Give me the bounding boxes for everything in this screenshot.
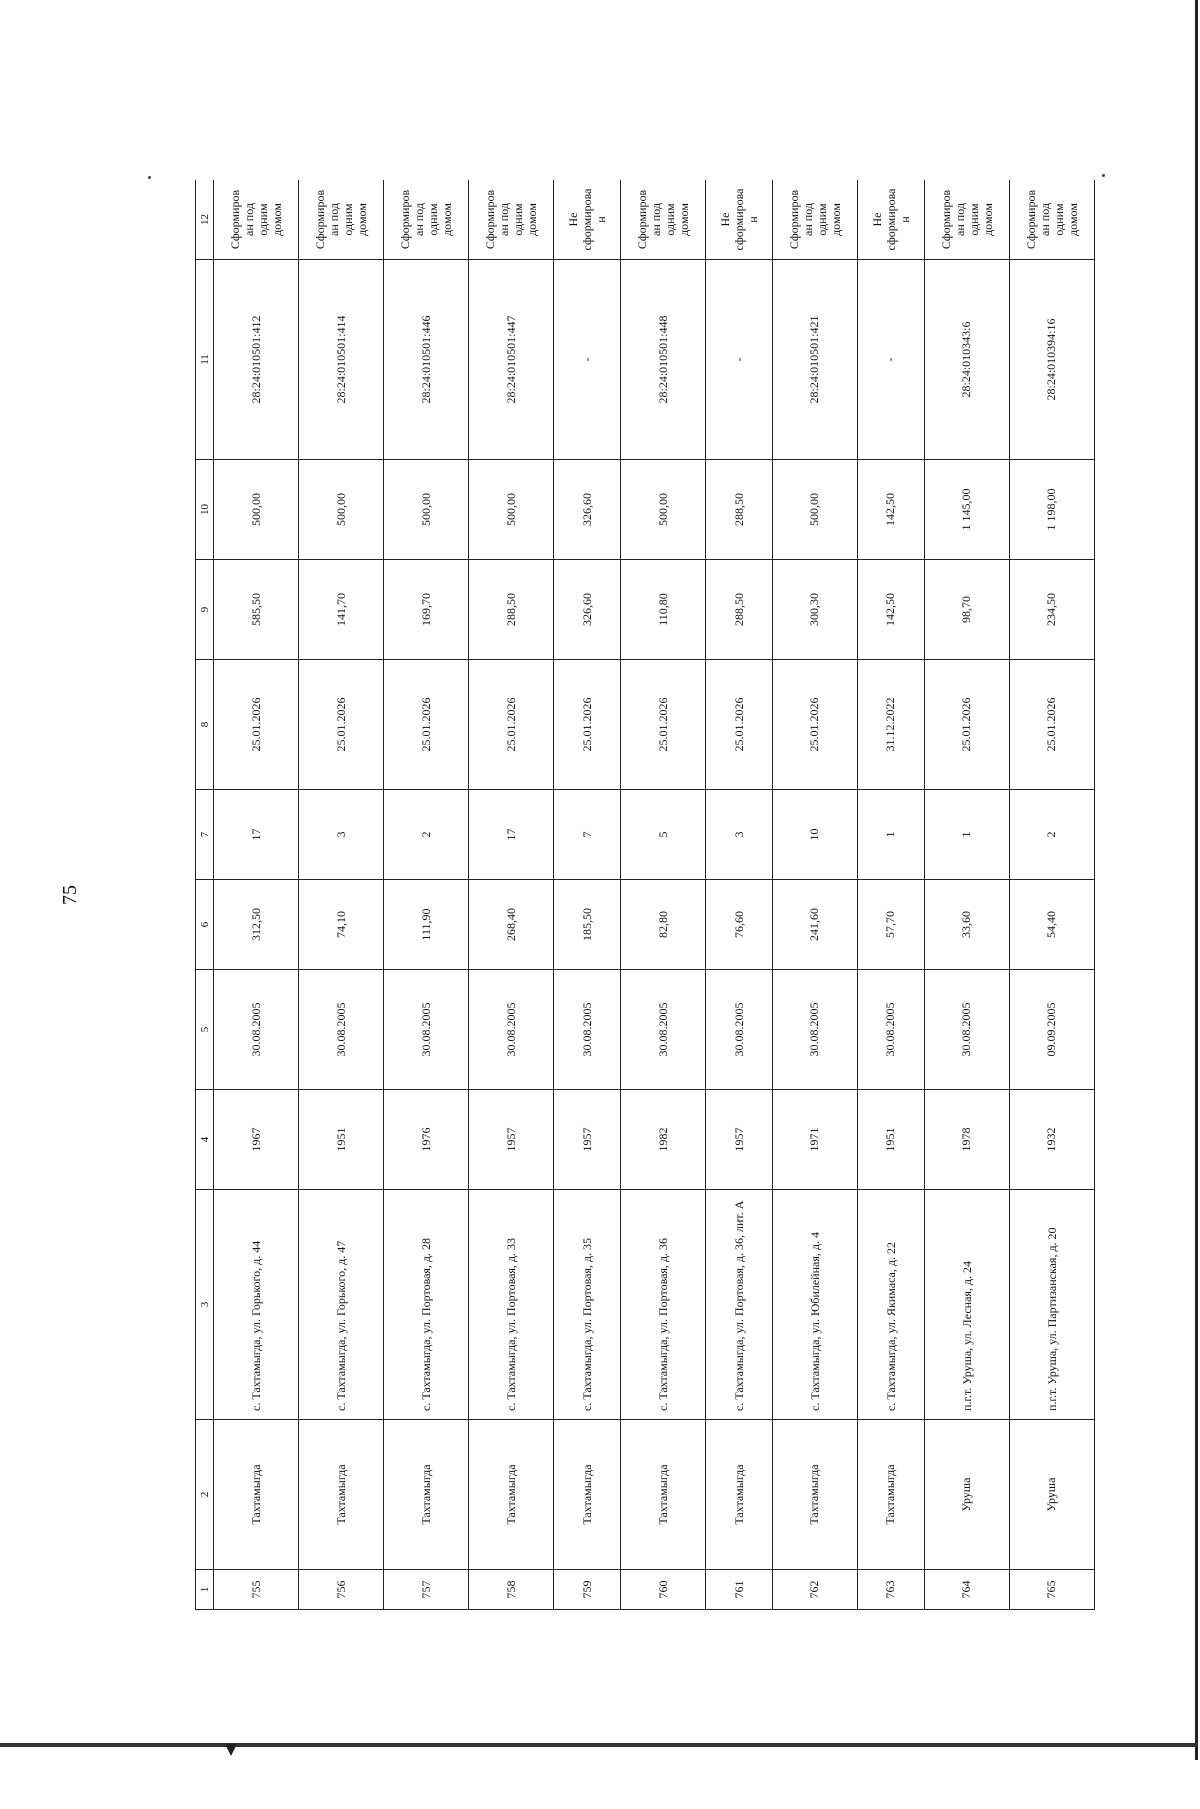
cadastral-number-cell: - — [857, 260, 924, 460]
date-cell: 30.08.2005 — [299, 970, 384, 1090]
settlement-cell: Тахтамыгда — [772, 1420, 857, 1570]
address-cell: п.г.т. Уруша, ул. Лесная, д. 24 — [924, 1190, 1009, 1420]
total-area-cell: 234,50 — [1009, 560, 1094, 660]
address-cell: п.г.т. Уруша, ул. Партизанская, д. 20 — [1009, 1190, 1094, 1420]
column-number: 9 — [196, 560, 214, 660]
year-built-cell: 1951 — [299, 1090, 384, 1190]
residents-cell: 3 — [299, 790, 384, 880]
area-cell: 74,10 — [299, 880, 384, 970]
cadastral-number-cell: 28:24:010501:421 — [772, 260, 857, 460]
date-cell: 30.08.2005 — [214, 970, 299, 1090]
residents-cell: 10 — [772, 790, 857, 880]
address-cell: с. Тахтамыгда, ул. Якимаса, д. 22 — [857, 1190, 924, 1420]
cadastral-number-cell: 28:24:010343:6 — [924, 260, 1009, 460]
total-area-cell: 141,70 — [299, 560, 384, 660]
residents-cell: 7 — [554, 790, 621, 880]
address-cell: с. Тахтамыгда, ул. Портовая, д. 28 — [384, 1190, 469, 1420]
row-number: 765 — [1009, 1570, 1094, 1610]
residents-cell: 17 — [214, 790, 299, 880]
area-cell: 57,70 — [857, 880, 924, 970]
table-row — [554, 180, 621, 1610]
plot-area-cell: 142,50 — [857, 460, 924, 560]
date-cell: 30.08.2005 — [554, 970, 621, 1090]
year-built-cell: 1978 — [924, 1090, 1009, 1190]
area-cell: 111,90 — [384, 880, 469, 970]
year-built-cell: 1951 — [857, 1090, 924, 1190]
plot-status-cell: Сформирован под одним домом — [772, 180, 857, 260]
settlement-cell: Тахтамыгда — [299, 1420, 384, 1570]
row-number: 758 — [469, 1570, 554, 1610]
plot-status-cell: Сформирован под одним домом — [384, 180, 469, 260]
total-area-cell: 326,60 — [554, 560, 621, 660]
column-number: 4 — [196, 1090, 214, 1190]
year-built-cell: 1932 — [1009, 1090, 1094, 1190]
table-row — [621, 180, 706, 1610]
area-cell: 82,80 — [621, 880, 706, 970]
date-cell: 30.08.2005 — [924, 970, 1009, 1090]
table-region — [195, 180, 1095, 1610]
area-cell: 241,60 — [772, 880, 857, 970]
scan-frame-bottom — [0, 1743, 1198, 1747]
cadastral-number-cell: 28:24:010501:412 — [214, 260, 299, 460]
date-cell: 30.08.2005 — [384, 970, 469, 1090]
address-cell: с. Тахтамыгда, ул. Юбилейная, д. 4 — [772, 1190, 857, 1420]
column-number: 2 — [196, 1420, 214, 1570]
year-built-cell: 1957 — [554, 1090, 621, 1190]
row-number: 762 — [772, 1570, 857, 1610]
cadastral-number-cell: 28:24:010394:16 — [1009, 260, 1094, 460]
plot-area-cell: 500,00 — [621, 460, 706, 560]
total-area-cell: 585,50 — [214, 560, 299, 660]
residents-cell: 3 — [706, 790, 773, 880]
residents-cell: 2 — [384, 790, 469, 880]
settlement-cell: Тахтамыгда — [384, 1420, 469, 1570]
plot-area-cell: 500,00 — [469, 460, 554, 560]
column-number: 6 — [196, 880, 214, 970]
address-cell: с. Тахтамыгда, ул. Портовая, д. 36 — [621, 1190, 706, 1420]
settlement-cell: Тахтамыгда — [469, 1420, 554, 1570]
deadline-cell: 25.01.2026 — [554, 660, 621, 790]
plot-status-cell: Сформирован под одним домом — [469, 180, 554, 260]
plot-status-cell: Сформирован под одним домом — [299, 180, 384, 260]
residents-cell: 17 — [469, 790, 554, 880]
table-rotor — [195, 180, 1095, 1610]
address-cell: с. Тахтамыгда, ул. Портовая, д. 35 — [554, 1190, 621, 1420]
year-built-cell: 1957 — [469, 1090, 554, 1190]
plot-status-cell: Не сформирован — [554, 180, 621, 260]
settlement-cell: Тахтамыгда — [554, 1420, 621, 1570]
row-number: 764 — [924, 1570, 1009, 1610]
cadastral-number-cell: 28:24:010501:446 — [384, 260, 469, 460]
year-built-cell: 1982 — [621, 1090, 706, 1190]
date-cell: 30.08.2005 — [857, 970, 924, 1090]
deadline-cell: 25.01.2026 — [214, 660, 299, 790]
total-area-cell: 288,50 — [706, 560, 773, 660]
residents-cell: 5 — [621, 790, 706, 880]
deadline-cell: 25.01.2026 — [469, 660, 554, 790]
table-row — [469, 180, 554, 1610]
column-number: 12 — [196, 180, 214, 260]
plot-area-cell: 500,00 — [384, 460, 469, 560]
total-area-cell: 142,50 — [857, 560, 924, 660]
column-number: 11 — [196, 260, 214, 460]
total-area-cell: 300,30 — [772, 560, 857, 660]
column-number: 5 — [196, 970, 214, 1090]
deadline-cell: 25.01.2026 — [621, 660, 706, 790]
total-area-cell: 110,80 — [621, 560, 706, 660]
table-row — [1009, 180, 1094, 1610]
column-number: 1 — [196, 1570, 214, 1610]
settlement-cell: Уруша — [1009, 1420, 1094, 1570]
column-number: 3 — [196, 1190, 214, 1420]
area-cell: 185,50 — [554, 880, 621, 970]
column-number: 7 — [196, 790, 214, 880]
settlement-cell: Тахтамыгда — [214, 1420, 299, 1570]
cadastral-number-cell: - — [554, 260, 621, 460]
deadline-cell: 25.01.2026 — [299, 660, 384, 790]
total-area-cell: 288,50 — [469, 560, 554, 660]
plot-area-cell: 500,00 — [214, 460, 299, 560]
housing-registry-table — [195, 180, 1095, 1610]
area-cell: 268,40 — [469, 880, 554, 970]
settlement-cell: Тахтамыгда — [857, 1420, 924, 1570]
deadline-cell: 25.01.2026 — [384, 660, 469, 790]
row-number: 760 — [621, 1570, 706, 1610]
table-row — [924, 180, 1009, 1610]
scan-speck — [148, 176, 151, 179]
row-number: 761 — [706, 1570, 773, 1610]
area-cell: 54,40 — [1009, 880, 1094, 970]
date-cell: 30.08.2005 — [772, 970, 857, 1090]
plot-status-cell: Не сформирован — [706, 180, 773, 260]
table-row — [384, 180, 469, 1610]
deadline-cell: 25.01.2026 — [1009, 660, 1094, 790]
plot-status-cell: Сформирован под одним домом — [924, 180, 1009, 260]
cadastral-number-cell: - — [706, 260, 773, 460]
year-built-cell: 1967 — [214, 1090, 299, 1190]
residents-cell: 1 — [857, 790, 924, 880]
deadline-cell: 31.12.2022 — [857, 660, 924, 790]
address-cell: с. Тахтамыгда, ул. Горького, д. 47 — [299, 1190, 384, 1420]
settlement-cell: Уруша — [924, 1420, 1009, 1570]
date-cell: 09.09.2005 — [1009, 970, 1094, 1090]
table-row — [214, 180, 299, 1610]
row-number: 757 — [384, 1570, 469, 1610]
residents-cell: 1 — [924, 790, 1009, 880]
settlement-cell: Тахтамыгда — [621, 1420, 706, 1570]
table-row — [772, 180, 857, 1610]
year-built-cell: 1971 — [772, 1090, 857, 1190]
plot-area-cell: 500,00 — [299, 460, 384, 560]
table-row — [299, 180, 384, 1610]
scan-speck — [1102, 174, 1105, 177]
plot-area-cell: 1 145,00 — [924, 460, 1009, 560]
cadastral-number-cell: 28:24:010501:448 — [621, 260, 706, 460]
column-number-row — [196, 180, 214, 1610]
row-number: 755 — [214, 1570, 299, 1610]
plot-area-cell: 500,00 — [772, 460, 857, 560]
area-cell: 76,60 — [706, 880, 773, 970]
plot-status-cell: Сформирован под одним домом — [621, 180, 706, 260]
date-cell: 30.08.2005 — [621, 970, 706, 1090]
total-area-cell: 98,70 — [924, 560, 1009, 660]
deadline-cell: 25.01.2026 — [772, 660, 857, 790]
plot-area-cell: 288,50 — [706, 460, 773, 560]
cadastral-number-cell: 28:24:010501:414 — [299, 260, 384, 460]
deadline-cell: 25.01.2026 — [924, 660, 1009, 790]
year-built-cell: 1976 — [384, 1090, 469, 1190]
column-number: 10 — [196, 460, 214, 560]
address-cell: с. Тахтамыгда, ул. Портовая, д. 33 — [469, 1190, 554, 1420]
table-row — [857, 180, 924, 1610]
residents-cell: 2 — [1009, 790, 1094, 880]
address-cell: с. Тахтамыгда, ул. Портовая, д. 36, лит. А — [706, 1190, 773, 1420]
row-number: 763 — [857, 1570, 924, 1610]
plot-area-cell: 326,60 — [554, 460, 621, 560]
area-cell: 33,60 — [924, 880, 1009, 970]
address-cell: с. Тахтамыгда, ул. Горького, д. 44 — [214, 1190, 299, 1420]
column-number: 8 — [196, 660, 214, 790]
date-cell: 30.08.2005 — [469, 970, 554, 1090]
table-row — [706, 180, 773, 1610]
cadastral-number-cell: 28:24:010501:447 — [469, 260, 554, 460]
settlement-cell: Тахтамыгда — [706, 1420, 773, 1570]
row-number: 756 — [299, 1570, 384, 1610]
plot-status-cell: Сформирован под одним домом — [1009, 180, 1094, 260]
date-cell: 30.08.2005 — [706, 970, 773, 1090]
plot-status-cell: Сформирован под одним домом — [214, 180, 299, 260]
total-area-cell: 169,70 — [384, 560, 469, 660]
deadline-cell: 25.01.2026 — [706, 660, 773, 790]
plot-area-cell: 1 198,00 — [1009, 460, 1094, 560]
scan-frame-right — [1195, 0, 1198, 1760]
scan-frame-mark — [225, 1744, 237, 1756]
year-built-cell: 1957 — [706, 1090, 773, 1190]
page-number: 75 — [59, 885, 81, 905]
plot-status-cell: Не сформирован — [857, 180, 924, 260]
area-cell: 312,50 — [214, 880, 299, 970]
row-number: 759 — [554, 1570, 621, 1610]
